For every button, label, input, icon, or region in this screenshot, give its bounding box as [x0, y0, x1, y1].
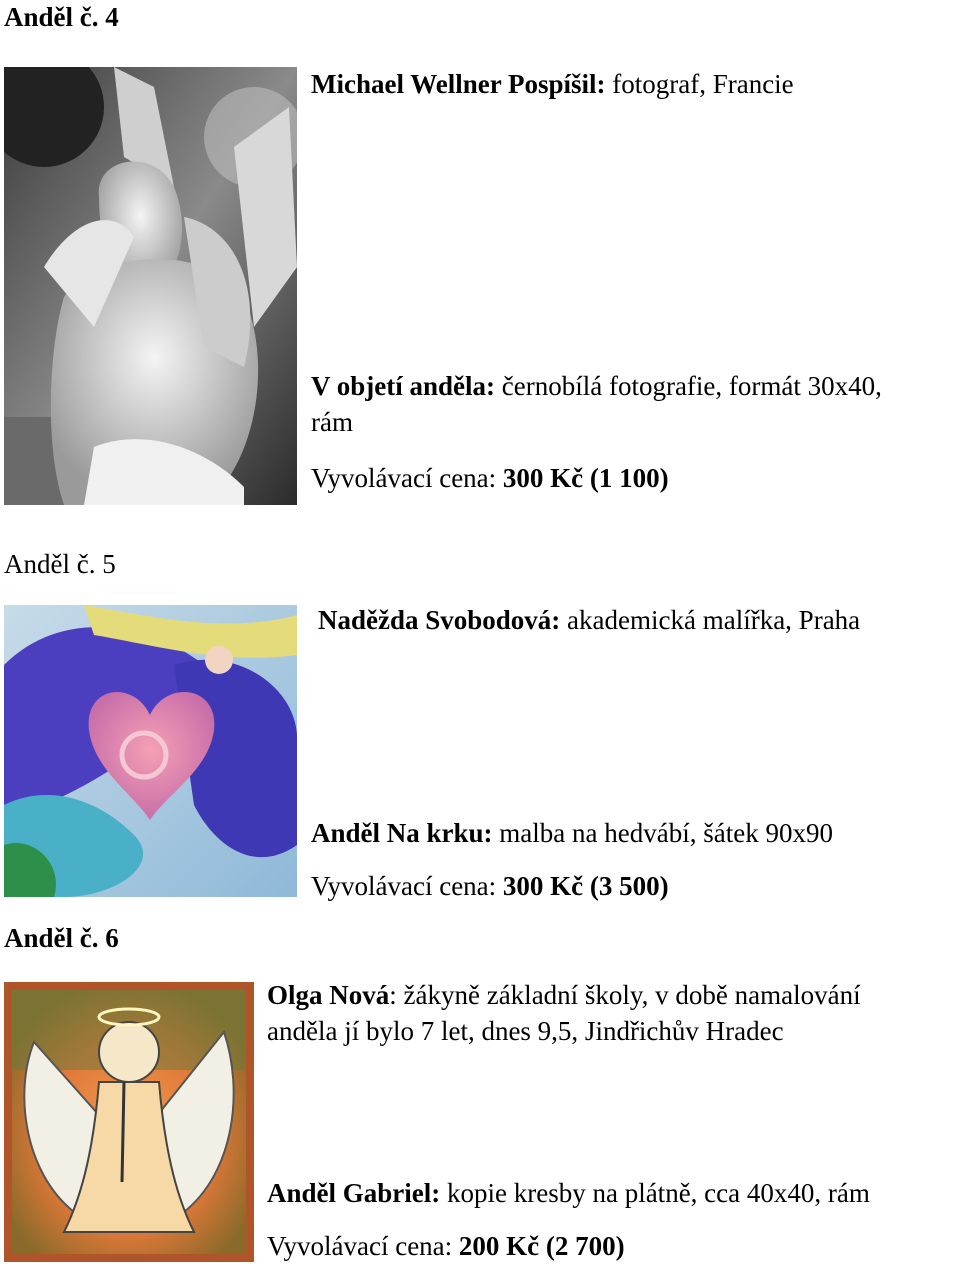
lot-6-author-desc: : žákyně základní školy, v době namalování [389, 980, 861, 1010]
lot-5-work-desc: malba na hedvábí, šátek 90x90 [492, 818, 833, 848]
lot-4-price-value: 300 Kč (1 100) [502, 463, 669, 493]
lot-6-author-desc-cont: anděla jí bylo 7 let, dnes 9,5, Jindřichův Hradec [267, 1016, 784, 1046]
lot-5-price [311, 868, 669, 904]
lot-5-heading: Anděl č. 5 [4, 549, 116, 579]
lot-4-photo [4, 67, 297, 505]
lot-5-work-title: Anděl Na krku: [311, 818, 493, 848]
lot-6-work-desc: kopie kresby na plátně, cca 40x40, rám [440, 1178, 870, 1208]
lot-6-price-label: Vyvolávací cena: [267, 1231, 459, 1261]
lot-6-work [267, 1175, 870, 1211]
child-angel-drawing-image [4, 982, 254, 1262]
angel-statue-image [4, 67, 297, 505]
lot-4-work-title: V objetí anděla: [311, 371, 496, 401]
lot-5-photo [4, 605, 297, 897]
lot-4-work [311, 368, 951, 440]
lot-4-price [311, 460, 669, 496]
lot-6-price [267, 1228, 625, 1264]
lot-6-photo [4, 982, 254, 1262]
lot-5-author-desc: akademická malířka, Praha [560, 605, 861, 635]
lot-5-price-label: Vyvolávací cena: [311, 871, 503, 901]
lot-6-price-value: 200 Kč (2 700) [458, 1231, 625, 1261]
lot-6-author-name: Olga Nová [267, 980, 390, 1010]
lot-5-price-value: 300 Kč (3 500) [502, 871, 669, 901]
lot-4-work-desc: černobílá fotografie, formát 30x40, [495, 371, 882, 401]
silk-angel-painting-image [4, 605, 297, 897]
lot-5-work [311, 815, 833, 851]
lot-4-author [311, 66, 794, 102]
lot-4-author-name: Michael Wellner Pospíšil: [311, 69, 606, 99]
lot-5-author-name: Naděžda Svobodová: [318, 605, 561, 635]
lot-4-heading: Anděl č. 4 [4, 2, 119, 32]
lot-4-work-desc-cont: rám [311, 407, 353, 437]
lot-4-price-label: Vyvolávací cena: [311, 463, 503, 493]
lot-5-author [318, 602, 860, 638]
lot-6-author [267, 977, 957, 1049]
lot-6-work-title: Anděl Gabriel: [267, 1178, 441, 1208]
lot-6-heading: Anděl č. 6 [4, 923, 119, 953]
lot-4-author-desc: fotograf, Francie [605, 69, 794, 99]
